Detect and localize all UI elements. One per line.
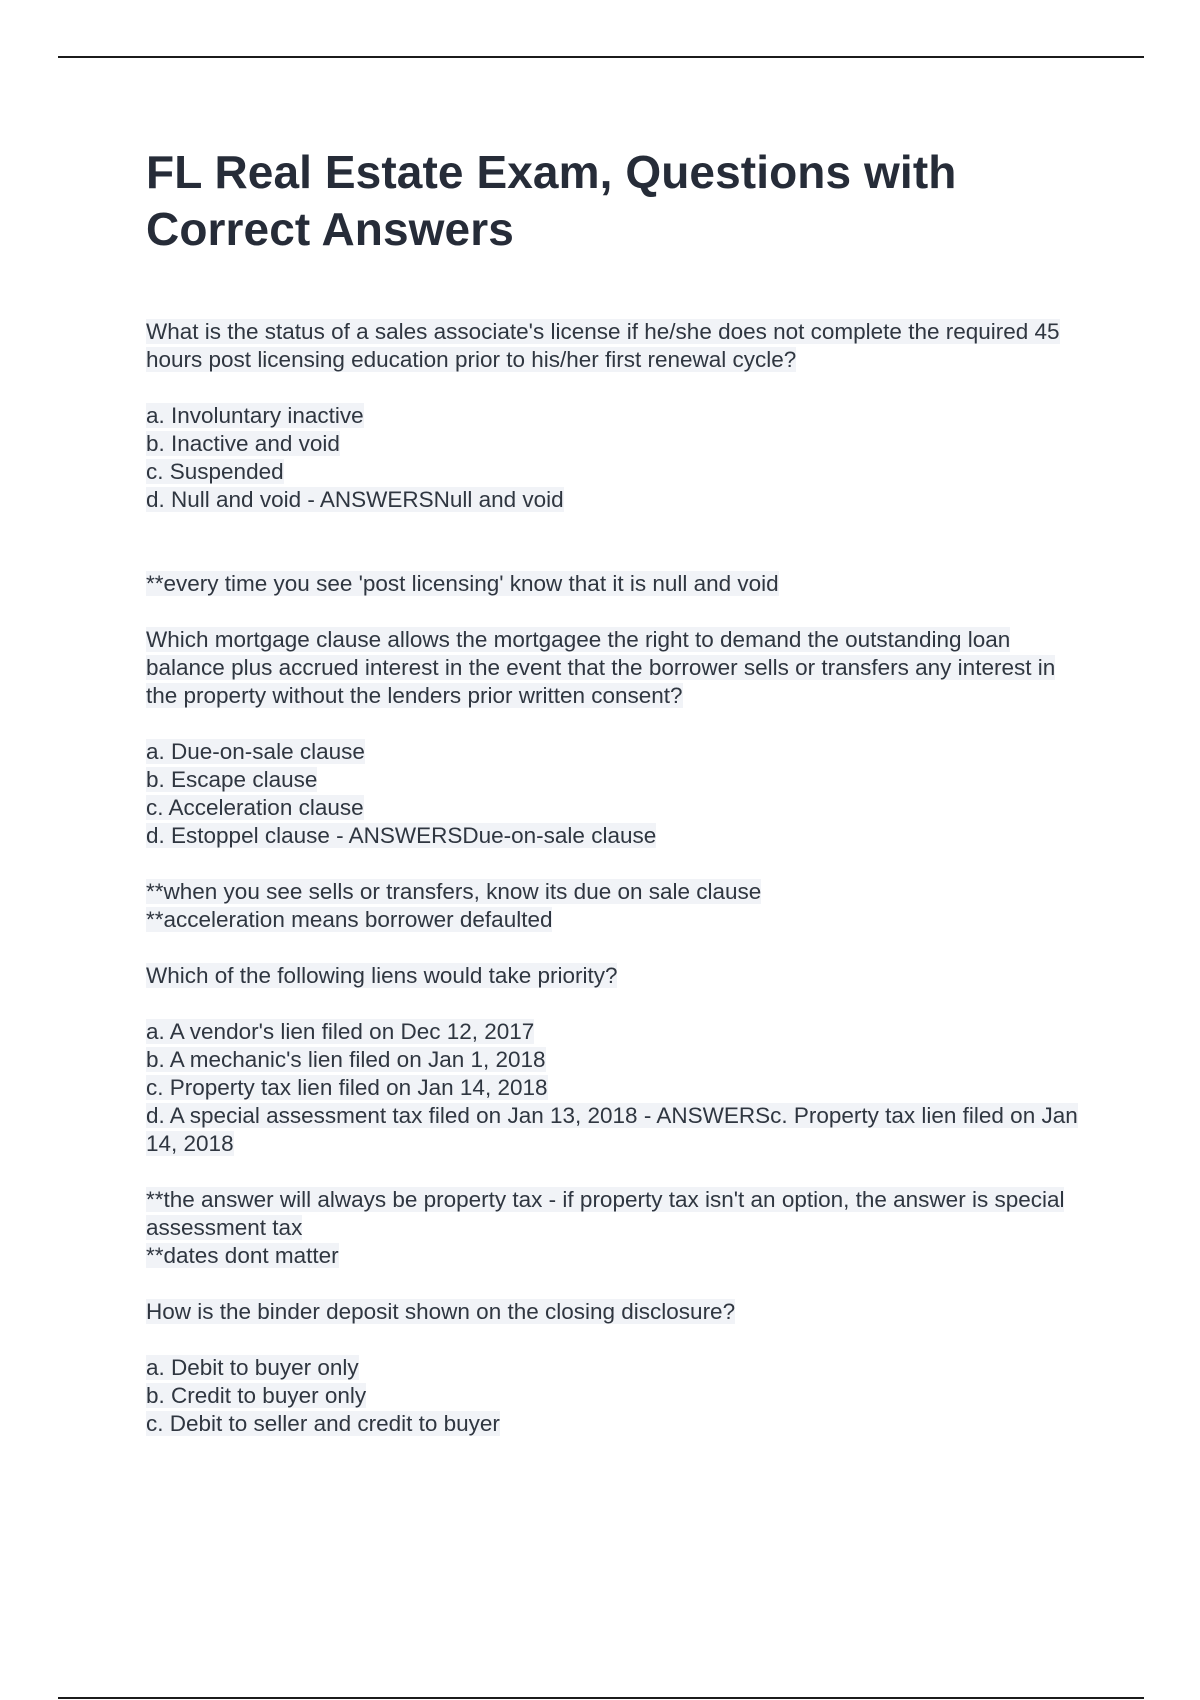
question-2-text: Which mortgage clause allows the mortgagee the right to demand the outstanding loan balance plus accrued interest in the event that the borrower sells or transfers any interest in the property without the lenders prior written consent? <box>146 627 1056 708</box>
option-item: b. Credit to buyer only <box>146 1383 367 1408</box>
option-item: c. Debit to seller and credit to buyer <box>146 1411 500 1436</box>
document-page <box>146 144 1086 1466</box>
document-body <box>146 318 1086 1438</box>
document-title: FL Real Estate Exam, Questions with Correct Answers <box>146 146 957 255</box>
top-rule <box>58 56 1144 58</box>
option-item-with-answer: d. Null and void - ANSWERSNull and void <box>146 487 564 512</box>
bottom-rule <box>58 1697 1144 1699</box>
question-1 <box>146 318 1086 374</box>
note-line: **acceleration means borrower defaulted <box>146 907 553 932</box>
note-line: **the answer will always be property tax - if property tax isn't an option, the answer is special assessment tax <box>146 1187 1065 1240</box>
option-item: b. Inactive and void <box>146 431 340 456</box>
option-item: c. Property tax lien filed on Jan 14, 2018 <box>146 1075 548 1100</box>
question-1-note <box>146 570 1086 598</box>
question-4-text: How is the binder deposit shown on the closing disclosure? <box>146 1299 736 1324</box>
note-line: **every time you see 'post licensing' know that it is null and void <box>146 571 779 596</box>
option-item: a. A vendor's lien filed on Dec 12, 2017 <box>146 1019 535 1044</box>
option-item: a. Involuntary inactive <box>146 403 364 428</box>
question-2-options <box>146 738 1086 850</box>
option-item: a. Debit to buyer only <box>146 1355 359 1380</box>
question-1-text: What is the status of a sales associate's license if he/she does not complete the required 45 hours post licensing education prior to his/her first renewal cycle? <box>146 319 1060 372</box>
option-item: b. Escape clause <box>146 767 318 792</box>
option-item-with-answer: d. A special assessment tax filed on Jan 13, 2018 - ANSWERSc. Property tax lien filed on Jan 14, 2018 <box>146 1103 1078 1156</box>
option-item: a. Due-on-sale clause <box>146 739 365 764</box>
option-item: c. Acceleration clause <box>146 795 364 820</box>
note-line: **when you see sells or transfers, know its due on sale clause <box>146 879 762 904</box>
note-line: **dates dont matter <box>146 1243 339 1268</box>
question-4 <box>146 1298 1086 1326</box>
question-2 <box>146 626 1086 710</box>
question-1-options <box>146 402 1086 514</box>
option-item-with-answer: d. Estoppel clause - ANSWERSDue-on-sale clause <box>146 823 657 848</box>
question-3-options <box>146 1018 1086 1158</box>
question-3-text: Which of the following liens would take priority? <box>146 963 618 988</box>
option-item: c. Suspended <box>146 459 284 484</box>
question-4-options <box>146 1354 1086 1438</box>
question-2-note <box>146 878 1086 934</box>
question-3 <box>146 962 1086 990</box>
question-3-note <box>146 1186 1086 1270</box>
option-item: b. A mechanic's lien filed on Jan 1, 2018 <box>146 1047 546 1072</box>
